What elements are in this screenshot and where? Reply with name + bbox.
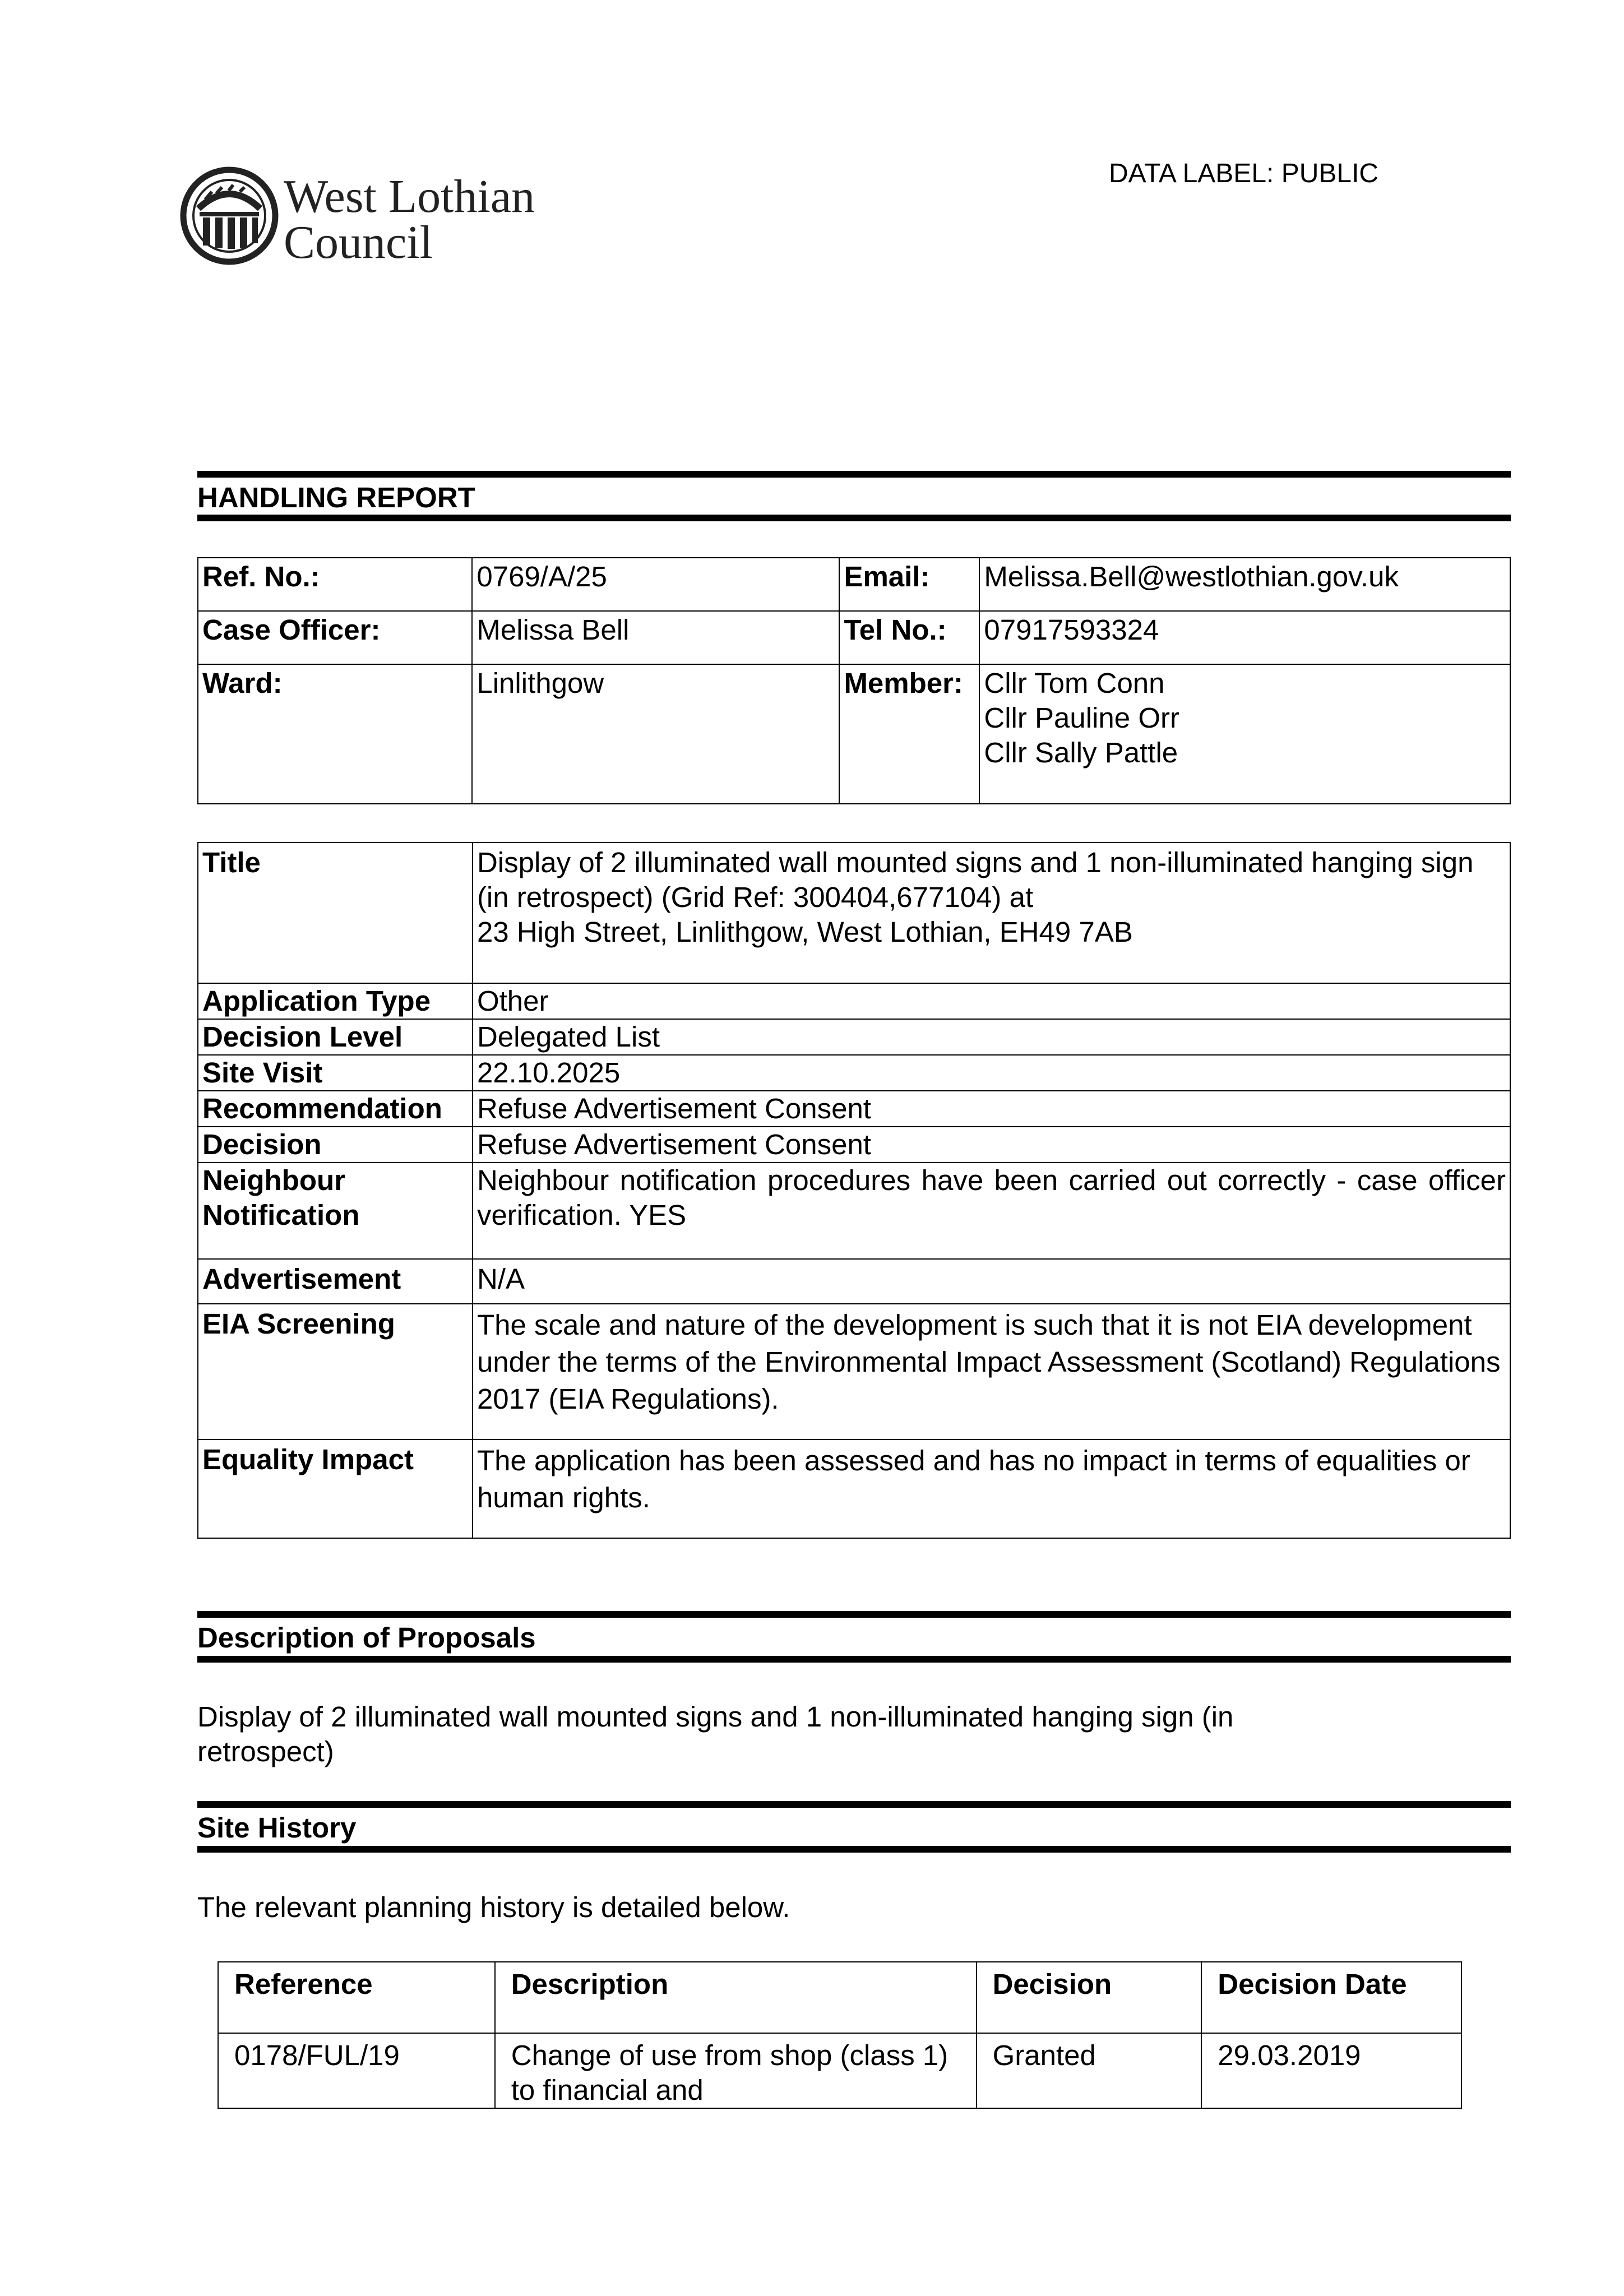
table-row xyxy=(198,1304,1510,1439)
decision-level-label: Decision Level xyxy=(198,1019,473,1055)
site-history-table xyxy=(218,1961,1462,2109)
top-rule xyxy=(197,471,1511,478)
table-row xyxy=(198,1091,1510,1127)
tel-value: 07917593324 xyxy=(979,611,1510,664)
member-name: Cllr Pauline Orr xyxy=(984,702,1179,734)
title-rule xyxy=(197,515,1511,521)
ward-value: Linlithgow xyxy=(472,664,839,804)
report-title: HANDLING REPORT xyxy=(197,482,475,513)
member-name: Cllr Tom Conn xyxy=(984,667,1165,699)
description-text: Display of 2 illuminated wall mounted signs and 1 non-illuminated hanging sign (in retrospect) xyxy=(197,1701,1234,1767)
history-top-rule xyxy=(197,1801,1511,1808)
table-row xyxy=(198,1055,1510,1091)
title-label: Title xyxy=(198,843,473,983)
eia-value: The scale and nature of the development is such that it is not EIA development under the terms of the Environmental Impact Assessment (Scotland) Regulations 2017 (EIA Regulations). xyxy=(473,1304,1510,1439)
description-heading: Description of Proposals xyxy=(197,1622,536,1654)
officer-value: Melissa Bell xyxy=(472,611,839,664)
neighbour-label xyxy=(198,1163,473,1259)
decision-value: Refuse Advertisement Consent xyxy=(473,1127,1510,1163)
decision-level-value: Delegated List xyxy=(473,1019,1510,1055)
ward-label: Ward: xyxy=(198,664,472,804)
column-header-decision: Decision xyxy=(977,1962,1202,2033)
column-header-reference: Reference xyxy=(218,1962,495,2033)
title-description: Display of 2 illuminated wall mounted signs and 1 non-illuminated hanging sign (in retrospect) (Grid Ref: 300404,677104) at xyxy=(476,846,1474,913)
decision-label: Decision xyxy=(198,1127,473,1163)
council-crest-icon xyxy=(177,163,564,269)
member-name: Cllr Sally Pattle xyxy=(984,737,1178,769)
table-row xyxy=(198,1259,1510,1304)
description-bottom-rule xyxy=(197,1656,1511,1663)
table-row xyxy=(198,983,1510,1019)
table-row xyxy=(198,1163,1510,1259)
council-logo xyxy=(177,163,564,269)
history-heading: Site History xyxy=(197,1812,357,1844)
column-header-description: Description xyxy=(495,1962,977,2033)
table-row xyxy=(198,843,1510,983)
officer-label: Case Officer: xyxy=(198,611,472,664)
table-row xyxy=(198,1439,1510,1538)
application-details-table xyxy=(197,842,1511,1539)
history-decision-date: 29.03.2019 xyxy=(1201,2033,1461,2108)
equality-value: The application has been assessed and has no impact in terms of equalities or human rights. xyxy=(473,1439,1510,1538)
email-label: Email: xyxy=(839,558,979,611)
svg-text:West Lothian: West Lothian xyxy=(284,170,535,223)
email-value: Melissa.Bell@westlothian.gov.uk xyxy=(979,558,1510,611)
table-header-row xyxy=(218,1962,1461,2033)
equality-label: Equality Impact xyxy=(198,1439,473,1538)
table-row xyxy=(198,1019,1510,1055)
site-visit-value: 22.10.2025 xyxy=(473,1055,1510,1091)
data-label: DATA LABEL: PUBLIC xyxy=(1109,159,1379,188)
table-row xyxy=(198,611,1510,664)
title-address: 23 High Street, Linlithgow, West Lothian, EH49 7AB xyxy=(476,916,1133,948)
neighbour-value: Neighbour notification procedures have been carried out correctly - case officer verification. YES xyxy=(473,1163,1510,1259)
history-description: Change of use from shop (class 1) to financial and xyxy=(495,2033,977,2108)
eia-label: EIA Screening xyxy=(198,1304,473,1439)
table-row xyxy=(198,558,1510,611)
table-row xyxy=(198,1127,1510,1163)
recommendation-label: Recommendation xyxy=(198,1091,473,1127)
site-visit-label: Site Visit xyxy=(198,1055,473,1091)
history-intro: The relevant planning history is detailed below. xyxy=(197,1891,790,1923)
tel-label: Tel No.: xyxy=(839,611,979,664)
advertisement-label: Advertisement xyxy=(198,1259,473,1304)
app-type-value: Other xyxy=(473,983,1510,1019)
column-header-decision-date: Decision Date xyxy=(1201,1962,1461,2033)
ref-value: 0769/A/25 xyxy=(472,558,839,611)
member-list xyxy=(979,664,1510,804)
member-label: Member: xyxy=(839,664,979,804)
recommendation-value: Refuse Advertisement Consent xyxy=(473,1091,1510,1127)
title-value xyxy=(473,843,1510,983)
table-row xyxy=(198,664,1510,804)
history-bottom-rule xyxy=(197,1846,1511,1853)
case-info-table xyxy=(197,557,1511,804)
history-reference: 0178/FUL/19 xyxy=(218,2033,495,2108)
ref-label: Ref. No.: xyxy=(198,558,472,611)
description-top-rule xyxy=(197,1611,1511,1618)
history-decision: Granted xyxy=(977,2033,1202,2108)
neighbour-label-line: Notification xyxy=(202,1199,360,1231)
app-type-label: Application Type xyxy=(198,983,473,1019)
neighbour-label-line: Neighbour xyxy=(202,1164,345,1196)
advertisement-value: N/A xyxy=(473,1259,1510,1304)
table-row xyxy=(218,2033,1461,2108)
svg-text:Council: Council xyxy=(284,216,433,269)
